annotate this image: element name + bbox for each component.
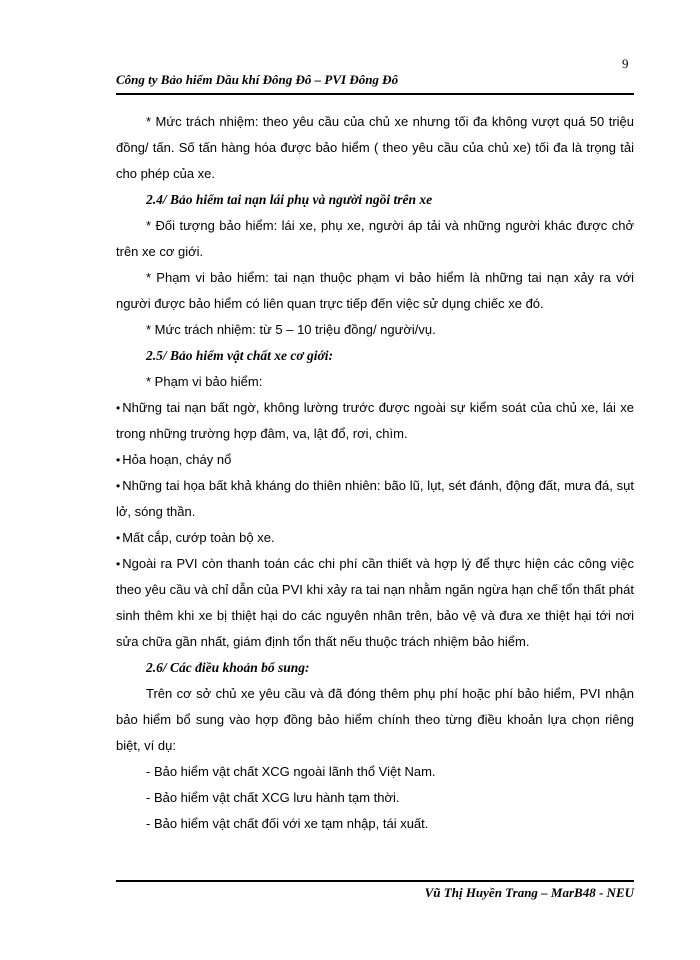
- paragraph-insured-subjects: * Đối tượng bảo hiểm: lái xe, phụ xe, người áp tải và những người khác được chở trên xe cơ giới.: [116, 218, 634, 259]
- dash-item-temporary-circulation: - Bảo hiểm vật chất XCG lưu hành tạm thời.: [146, 790, 400, 805]
- bullet-item-additional-costs: • Ngoài ra PVI còn thanh toán các chi phí cần thiết và hợp lý để thực hiện các công việc theo yêu cầu và chỉ dẫn của PVI khi xảy ra tai nạn nhằm ngăn ngừa hạn chế tổn thất phát sinh thêm khi xe bị thiệt hại do các nguyên nhân trên, bảo vệ và đưa xe thiệt hại tới nơi sửa chữa gần nhất, giám định tổn thất nếu thuộc trách nhiệm bảo hiểm.: [116, 551, 634, 655]
- bullet-item-accidents: • Những tai nạn bất ngờ, không lường trước được ngoài sự kiểm soát của chủ xe, lái xe trong những trường hợp đâm, va, lật đổ, rơi, chìm.: [116, 395, 634, 447]
- bullet-item-fire: • Hỏa hoạn, cháy nổ: [116, 447, 634, 473]
- document-body: [116, 109, 634, 837]
- paragraph-supplementary-terms: Trên cơ sở chủ xe yêu cầu và đã đóng thêm phụ phí hoặc phí bảo hiểm, PVI nhận bảo hiểm bổ sung vào hợp đồng bảo hiểm chính theo từng điều khoản lựa chọn riêng biệt, ví dụ:: [116, 686, 634, 753]
- bullet-item-theft: • Mất cắp, cướp toàn bộ xe.: [116, 525, 634, 551]
- paragraph-liability-cargo: * Mức trách nhiệm: theo yêu cầu của chủ xe nhưng tối đa không vượt quá 50 triệu đồng/ tấn. Số tấn hàng hóa được bảo hiểm ( theo yêu cầu của chủ xe) tối đa là trọng tải cho phép của xe.: [116, 114, 634, 181]
- section-heading-2-4: 2.4/ Bảo hiểm tai nạn lái phụ và người ngồi trên xe: [146, 192, 433, 207]
- paragraph-liability-level: * Mức trách nhiệm: từ 5 – 10 triệu đồng/ người/vụ.: [146, 322, 436, 337]
- dash-item-temporary-import: - Bảo hiểm vật chất đối với xe tạm nhập, tái xuất.: [146, 816, 429, 831]
- footer-author: Vũ Thị Huyền Trang – MarB48 - NEU: [424, 885, 634, 900]
- paragraph-coverage-scope: * Phạm vi bảo hiểm: tai nạn thuộc phạm vi bảo hiểm là những tai nạn xảy ra với người được bảo hiểm có liên quan trực tiếp đến việc sử dụng chiếc xe đó.: [116, 270, 634, 311]
- footer-rule: [116, 880, 634, 882]
- header-rule: [116, 93, 634, 95]
- bullet-item-natural-disasters: • Những tai họa bất khả kháng do thiên nhiên: bão lũ, lụt, sét đánh, động đất, mưa đá, sụt lở, sóng thần.: [116, 473, 634, 525]
- dash-item-outside-vietnam: - Bảo hiểm vật chất XCG ngoài lãnh thổ Việt Nam.: [146, 764, 436, 779]
- section-heading-2-6: 2.6/ Các điều khoản bổ sung:: [146, 660, 310, 675]
- header-title: Công ty Bảo hiểm Dầu khí Đông Đô – PVI Đông Đô: [116, 72, 399, 87]
- section-heading-2-5: 2.5/ Bảo hiểm vật chất xe cơ giới:: [146, 348, 333, 363]
- page-number: 9: [622, 56, 629, 71]
- paragraph-scope-title: * Phạm vi bảo hiểm:: [146, 374, 263, 389]
